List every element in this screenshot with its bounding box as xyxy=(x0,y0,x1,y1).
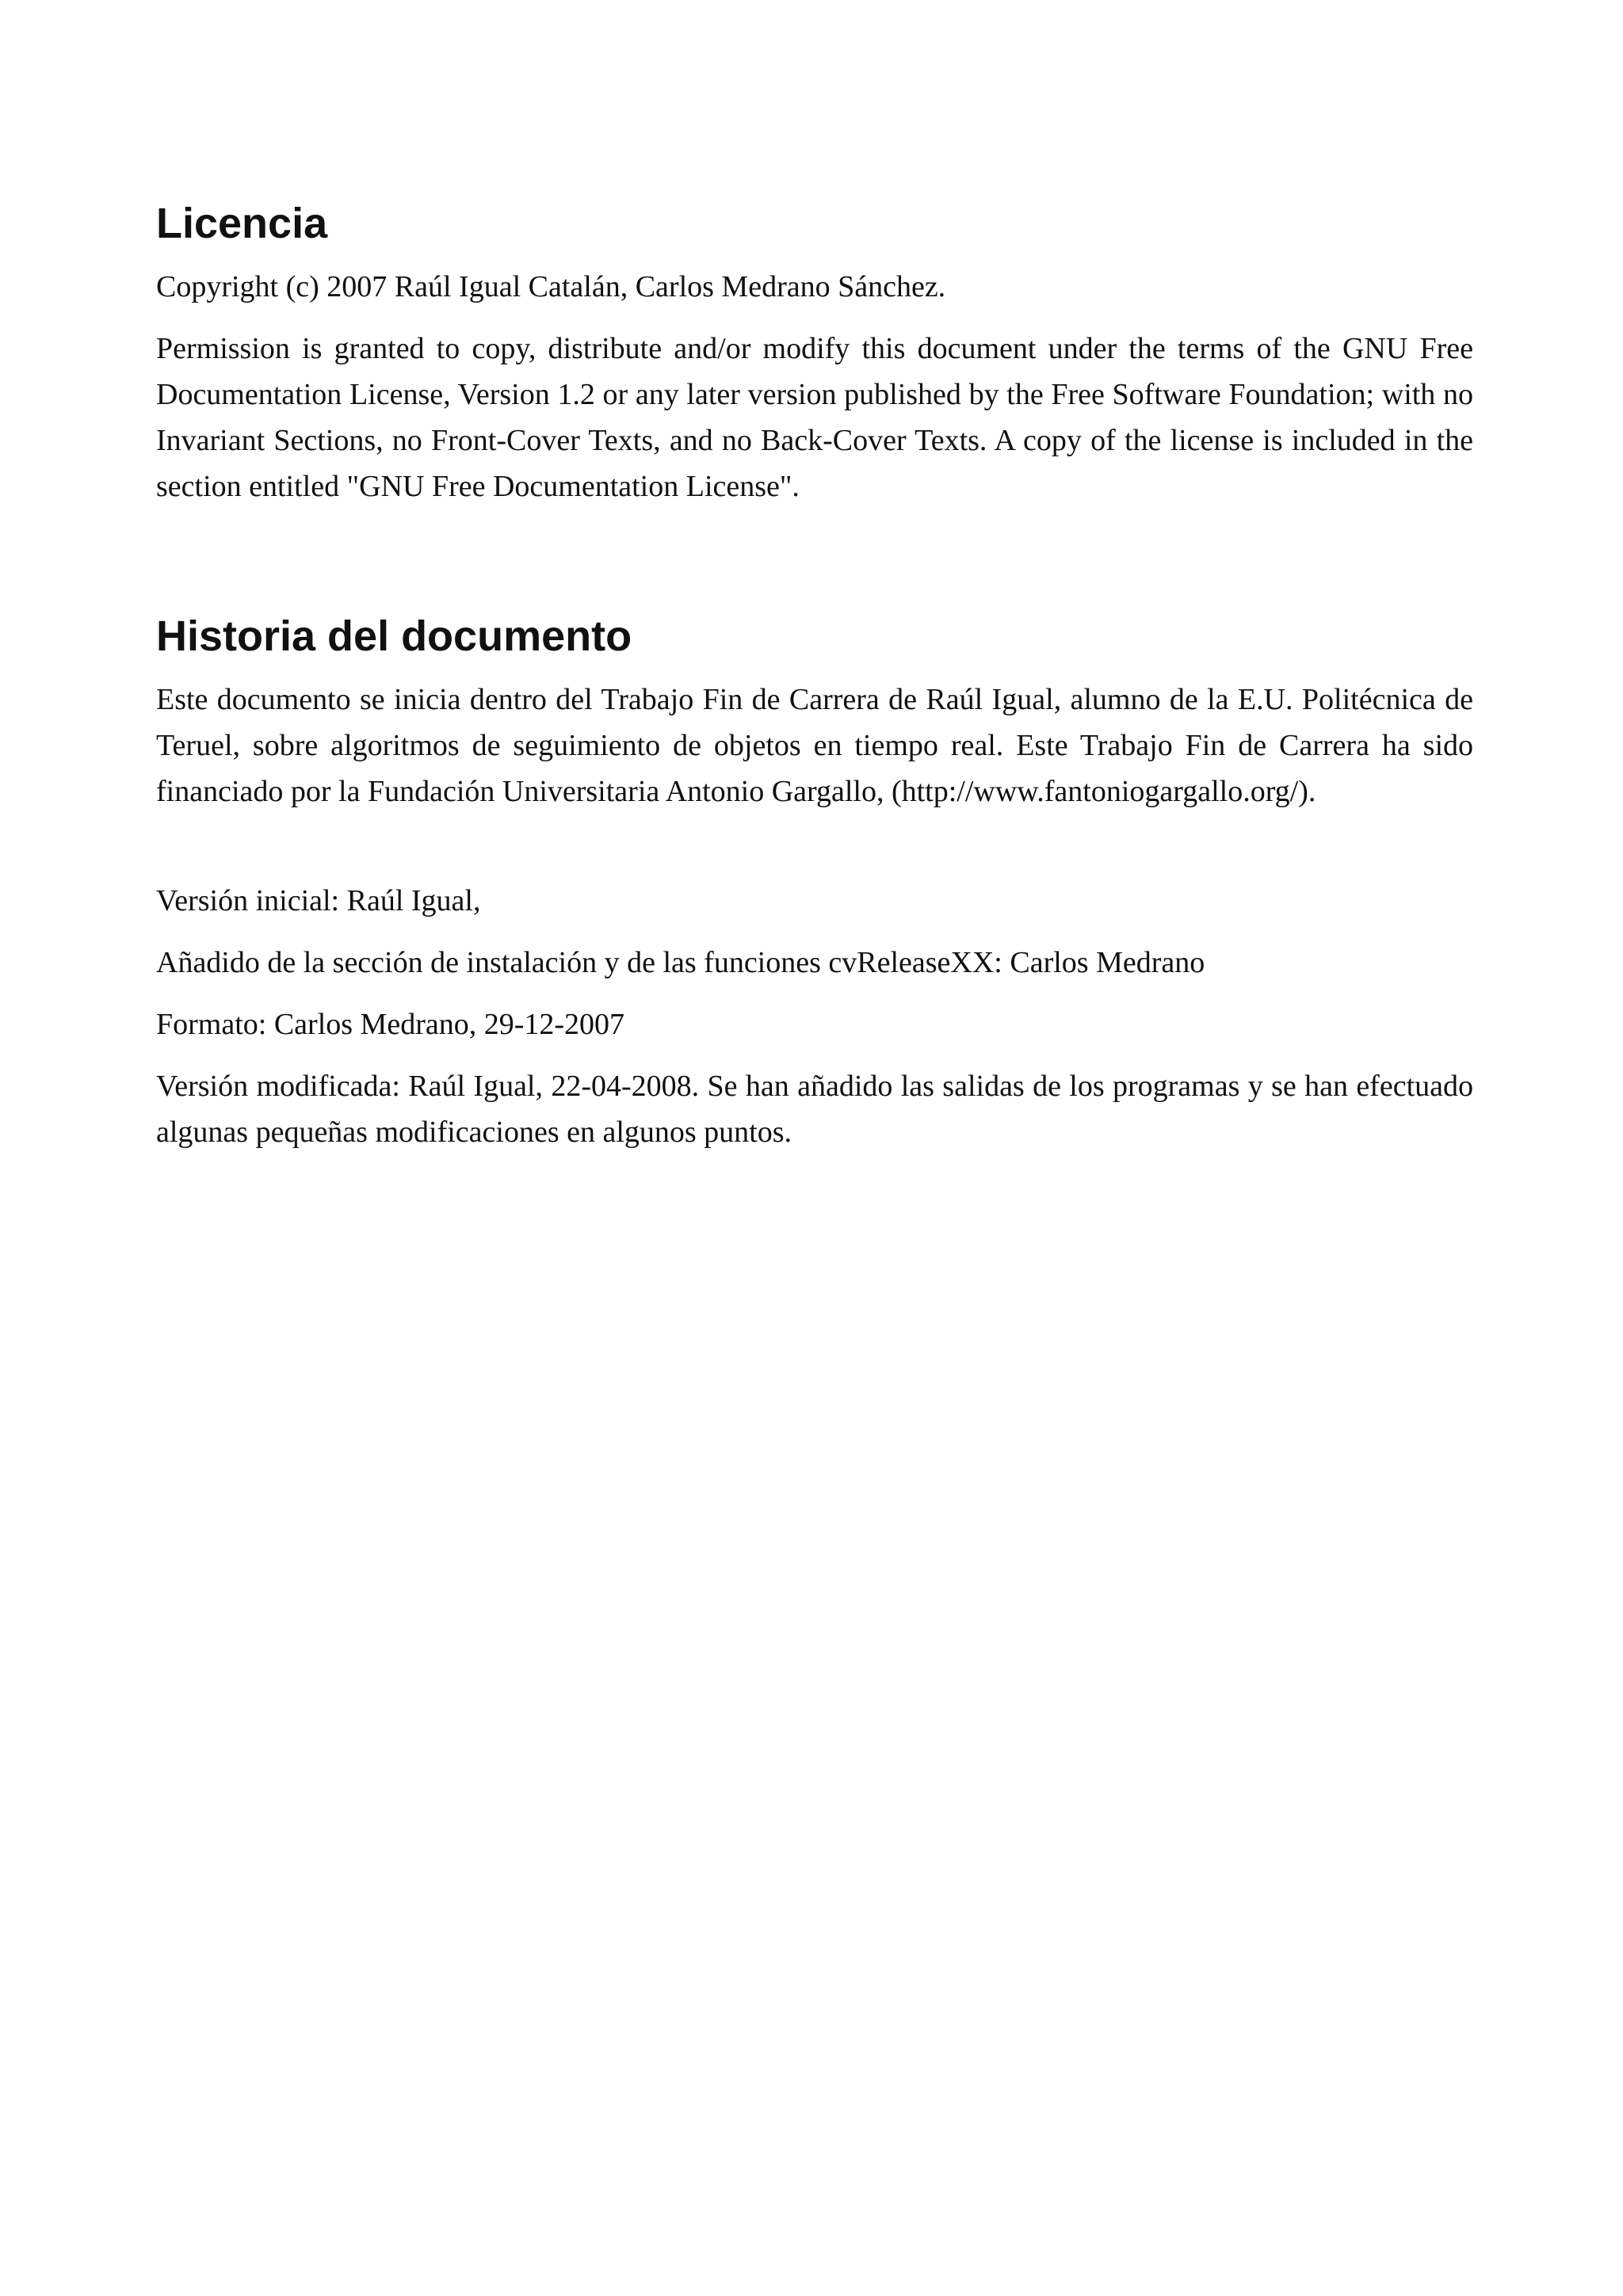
history-section xyxy=(156,611,1473,1155)
history-heading: Historia del documento xyxy=(156,612,632,660)
history-spacer xyxy=(156,830,1473,878)
history-entry-modified-version: Versión modificada: Raúl Igual, 22-04-2008. Se han añadido las salidas de los programas y se han efectuado algunas pequeñas modificaciones en algunos puntos. xyxy=(156,1069,1473,1149)
history-entry-initial-version: Versión inicial: Raúl Igual, xyxy=(156,883,481,917)
permission-text: Permission is granted to copy, distribute and/or modify this document under the terms of the GNU Free Documentation License, Version 1.2 or any later version published by the Free Software Foundation; with no Invariant Sections, no Front-Cover Texts, and no Back-Cover Texts. A copy of the license is included in the section entitled "GNU Free Documentation License". xyxy=(156,331,1473,503)
history-intro-text: Este documento se inicia dentro del Trabajo Fin de Carrera de Raúl Igual, alumno de la E.U. Politécnica de Teruel, sobre algoritmos de seguimiento de objetos en tiempo real. Este Trabajo Fin de Carrera ha sido financiado por la Fundación Universitaria Antonio Gargallo, (http://www.fantoniogargallo.org/). xyxy=(156,682,1473,808)
history-entry-format: Formato: Carlos Medrano, 29-12-2007 xyxy=(156,1007,625,1041)
license-section xyxy=(156,198,1473,509)
copyright-text: Copyright (c) 2007 Raúl Igual Catalán, Carlos Medrano Sánchez. xyxy=(156,269,946,303)
license-heading: Licencia xyxy=(156,200,328,247)
history-entry-installation: Añadido de la sección de instalación y de las funciones cvReleaseXX: Carlos Medrano xyxy=(156,945,1205,979)
page-content xyxy=(156,190,1473,1171)
section-spacer xyxy=(156,525,1473,611)
